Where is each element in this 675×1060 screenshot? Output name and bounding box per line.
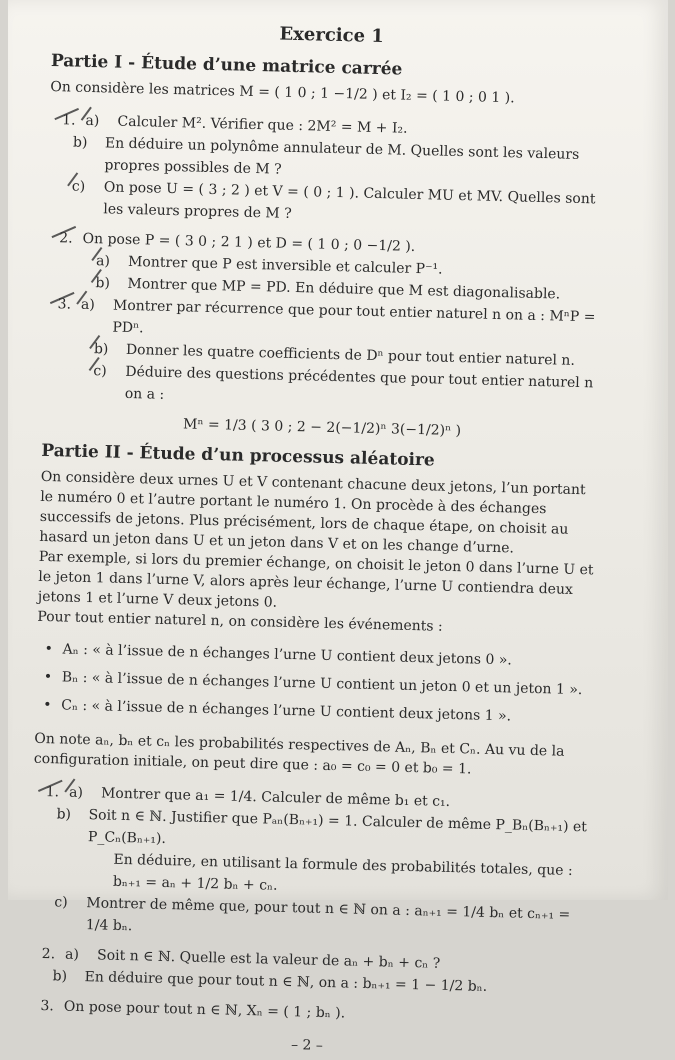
p2-q1-c-letter: c) (54, 894, 68, 911)
handwritten-strike-mark: 1. (45, 781, 59, 803)
handwritten-strike-mark: 3. (57, 293, 71, 315)
q1-a-text: Calculer M². Vérifier que : 2M² = M + I₂. (117, 113, 408, 137)
handwritten-strike-mark: b) (94, 338, 109, 360)
part2-paragraph-3: Pour tout entier naturel n, on considère les événements : (37, 608, 443, 635)
handwritten-strike-mark: 1. (62, 109, 76, 131)
handwritten-strike-mark: a) (85, 110, 99, 132)
q3-c-letter (93, 360, 116, 383)
exercise-title: Exercice 1 (279, 23, 385, 48)
q3-a-text: Montrer par récurrence que pour tout entier naturel n on a : MⁿP = PDⁿ. (112, 297, 596, 337)
p2-q1-c-text: Montrer de même que, pour tout n ∈ ℕ on a : aₙ₊₁ = 1/4 bₙ et cₙ₊₁ = 1/4 bₙ. (85, 895, 571, 935)
p2-q3-text: On pose pour tout n ∈ ℕ, Xₙ = ( 1 ; bₙ ). (63, 998, 346, 1022)
event-b: • Bₙ : « à l’issue de n échanges l’urne U contient un jeton 0 et un jeton 1 ». (36, 663, 597, 705)
p2-q2-b-letter: b) (52, 968, 68, 985)
handwritten-strike-mark: b) (95, 272, 110, 294)
handwritten-strike-mark: a) (69, 782, 83, 804)
part1-heading: Partie I - Étude d’une matrice carrée (50, 50, 403, 80)
handwritten-strike-mark: 2. (59, 227, 73, 249)
q2-b-text: Montrer que MP = PD. En déduire que M est diagonalisable. (127, 275, 561, 303)
p2-q1-a-letter (69, 782, 92, 805)
part2-paragraph-1: On considère deux urnes U et V contenant chacune deux jetons, l’un portant le numéro 0 et l’autre portant le numéro 1. On procède à des échanges successifs de jetons. Plus précisément, lors de chaque étape, on choisit au hasard un jeton dans U et un jeton dans V et on les change d’urne. (39, 468, 586, 557)
q1-c-letter (72, 176, 95, 199)
part2-paragraph-4: On note aₙ, bₙ et cₙ les probabilités respectives de Aₙ, Bₙ et Cₙ. Au vu de la configuration initiale, on peut dire que : a₀ = c₀ = 0 et b₀ = 1. (33, 730, 565, 778)
q3-a-letter (81, 294, 104, 317)
q2-b-letter (95, 272, 118, 295)
q3-b-text: Donner les quatre coefficients de Dⁿ pour tout entier naturel n. (125, 341, 576, 369)
p2-q2-number: 2. (41, 946, 56, 963)
document-page (27, 18, 612, 1060)
p2-q1-b-letter: b) (56, 806, 72, 823)
handwritten-strike-mark: c) (93, 360, 107, 382)
p2-q2-a-letter: a) (64, 946, 80, 963)
events-list (35, 635, 597, 733)
handwritten-strike-mark: a) (81, 294, 95, 316)
p2-q2-a-text: Soit n ∈ ℕ. Quelle est la valeur de aₙ + bₙ + cₙ ? (96, 947, 441, 972)
part2-paragraph-2: Par exemple, si lors du premier échange, on choisit le jeton 0 dans l’urne U et le jeton 1 dans l’urne V, alors après leur échange, l’urne U contiendra deux jetons 1 et l’urne V deux jetons 0. (37, 548, 594, 611)
part1-intro: On considère les matrices M = ( 1 0 ; 1 −1/2 ) et I₂ = ( 1 0 ; 0 1 ). (50, 78, 515, 107)
p2-q1-b-text: Soit n ∈ ℕ. Justifier que Pₐₙ(Bₙ₊₁) = 1. Calculer de même P_Bₙ(Bₙ₊₁) et P_Cₙ(Bₙ₊₁). (87, 807, 588, 848)
handwritten-strike-mark: a) (96, 250, 110, 272)
part2-heading: Partie II - Étude d’un processus aléatoire (41, 440, 436, 471)
matrix-power-formula: Mⁿ = 1/3 ( 3 0 ; 2 − 2(−1/2)ⁿ 3(−1/2)ⁿ ) (182, 416, 462, 440)
handwritten-strike-mark: c) (72, 176, 86, 198)
q1-b-letter: b) (72, 134, 88, 151)
event-a: • Aₙ : « à l’issue de n échanges l’urne U contient deux jetons 0 ». (36, 635, 597, 677)
p2-q3-number: 3. (40, 998, 55, 1015)
q3-number (45, 293, 72, 316)
q1-c-text: On pose U = ( 3 ; 2 ) et V = ( 0 ; 1 ). Calculer MU et MV. Quelles sont les valeurs propres de M ? (103, 179, 596, 222)
q3-c-text: Déduire des questions précédentes que pour tout entier naturel n on a : (124, 363, 594, 403)
p2-q2-b-text: En déduire que pour tout n ∈ ℕ, on a : bₙ₊₁ = 1 − 1/2 bₙ. (84, 969, 488, 995)
q1-b-text: En déduire un polynôme annulateur de M. Quelles sont les valeurs propres possibles de M ? (104, 135, 580, 178)
p2-q1-a-text: Montrer que a₁ = 1/4. Calculer de même b₁ et c₁. (100, 785, 451, 810)
q2-a-text: Montrer que P est inversible et calculer P⁻¹. (127, 253, 443, 278)
q1-a-letter (85, 110, 108, 133)
event-c: • Cₙ : « à l’issue de n échanges l’urne U contient deux jetons 1 ». (35, 691, 596, 733)
page-number: – 2 – (290, 1037, 324, 1054)
p2-q1-number (33, 781, 60, 804)
p2-q1-b2-text: En déduire, en utilisant la formule des probabilités totales, que : bₙ₊₁ = aₙ + 1/2 bₙ + cₙ. (112, 851, 573, 894)
q2-number (46, 227, 73, 250)
q2-stem-text: On pose P = ( 3 0 ; 2 1 ) et D = ( 1 0 ; 0 −1/2 ). (82, 230, 416, 255)
q1-number (49, 109, 76, 132)
